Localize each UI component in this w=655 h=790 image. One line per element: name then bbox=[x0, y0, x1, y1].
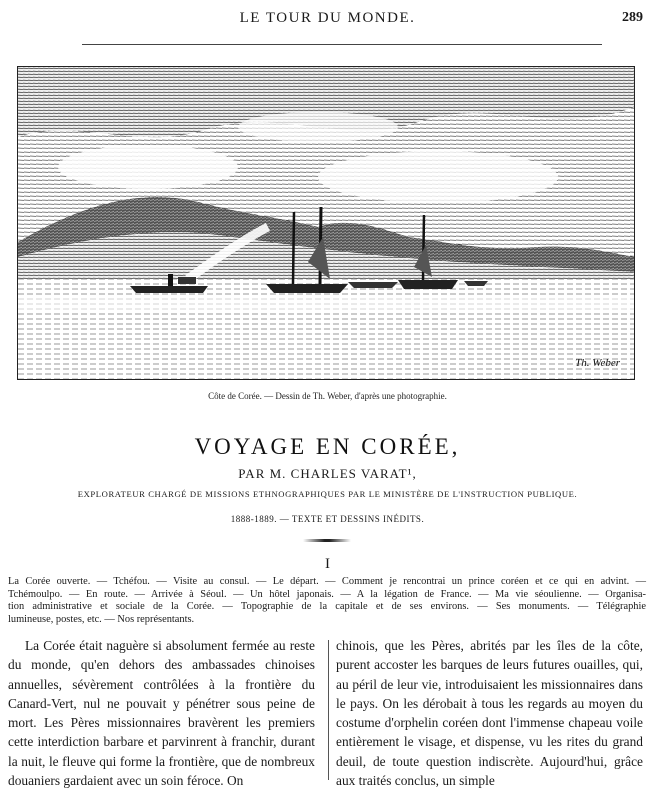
summary-line: tion administrative et sociale de la Corée. — Topographie de la capitale et de ses environs. — Ses monuments. — Télégraphie bbox=[8, 601, 646, 612]
summary-line: Tchémoulpo. — En route. — Arrivée à Séoul. — Un hôtel japonais. — A la légation de France. — Ma vie séoulienne. — Organisa- bbox=[8, 588, 646, 600]
column-divider bbox=[328, 640, 329, 780]
header-rule bbox=[82, 44, 602, 45]
article-author: PAR M. CHARLES VARAT¹, bbox=[238, 466, 417, 481]
ornament-rule bbox=[303, 539, 351, 542]
running-head bbox=[0, 8, 655, 30]
body-column-left: La Corée était naguère si absolument fermée au reste du monde, qu'en dehors des ambassades chinoises annuelles, sévèrement contrôlées à la frontière du Canard-Vert, nul ne pouvait y pénétrer sous peine de mort. Les Pères missionnaires bravèrent les premiers cette interdiction barbare et parvinrent à franchir, durant la nuit, le fleuve qui forme la frontière, que de nombreux douaniers gardaient avec un soin féroce. On bbox=[8, 638, 315, 789]
body-column-right: chinois, que les Pères, abrités par les îles de la côte, purent accoster les barques de leurs futures ouailles, qui, au péril de leur vie, introduisaient les missionnaires dans le pays. On les dérobait à tous les regards au moyen du costume d'orphelin coréen dont l'immense chapeau voile entièrement le visage, et dispense, vu les rites du grand deuil, de toute question indiscrète. Aujourd'hui, grâce aux traités conclus, un simple bbox=[336, 638, 643, 789]
summary-line: La Corée ouverte. — Tchéfou. — Visite au consul. — Le départ. — Comment je rencontrai un prince coréen et ce qui en advint. — bbox=[8, 576, 646, 587]
engraver-signature: Th. Weber bbox=[575, 357, 620, 369]
article-title: VOYAGE EN CORÉE, bbox=[194, 434, 461, 459]
page-number: 289 bbox=[622, 10, 643, 25]
summary-line: lumineuse, postes, etc. — Nos représentants. bbox=[8, 613, 195, 625]
engraving-drawing bbox=[18, 67, 634, 379]
illustration-caption: Côte de Corée. — Dessin de Th. Weber, d'après une photographie. bbox=[208, 391, 447, 401]
coast-engraving bbox=[17, 66, 635, 380]
running-title: LE TOUR DU MONDE. bbox=[239, 10, 416, 26]
chapter-summary bbox=[8, 576, 646, 626]
author-affiliation: EXPLORATEUR CHARGÉ DE MISSIONS ETHNOGRAPHIQUES PAR LE MINISTÈRE DE L'INSTRUCTION PUBLIQUE. bbox=[77, 489, 578, 499]
article-dates: 1888-1889. — TEXTE ET DESSINS INÉDITS. bbox=[230, 514, 425, 524]
chapter-numeral: I bbox=[325, 556, 330, 572]
